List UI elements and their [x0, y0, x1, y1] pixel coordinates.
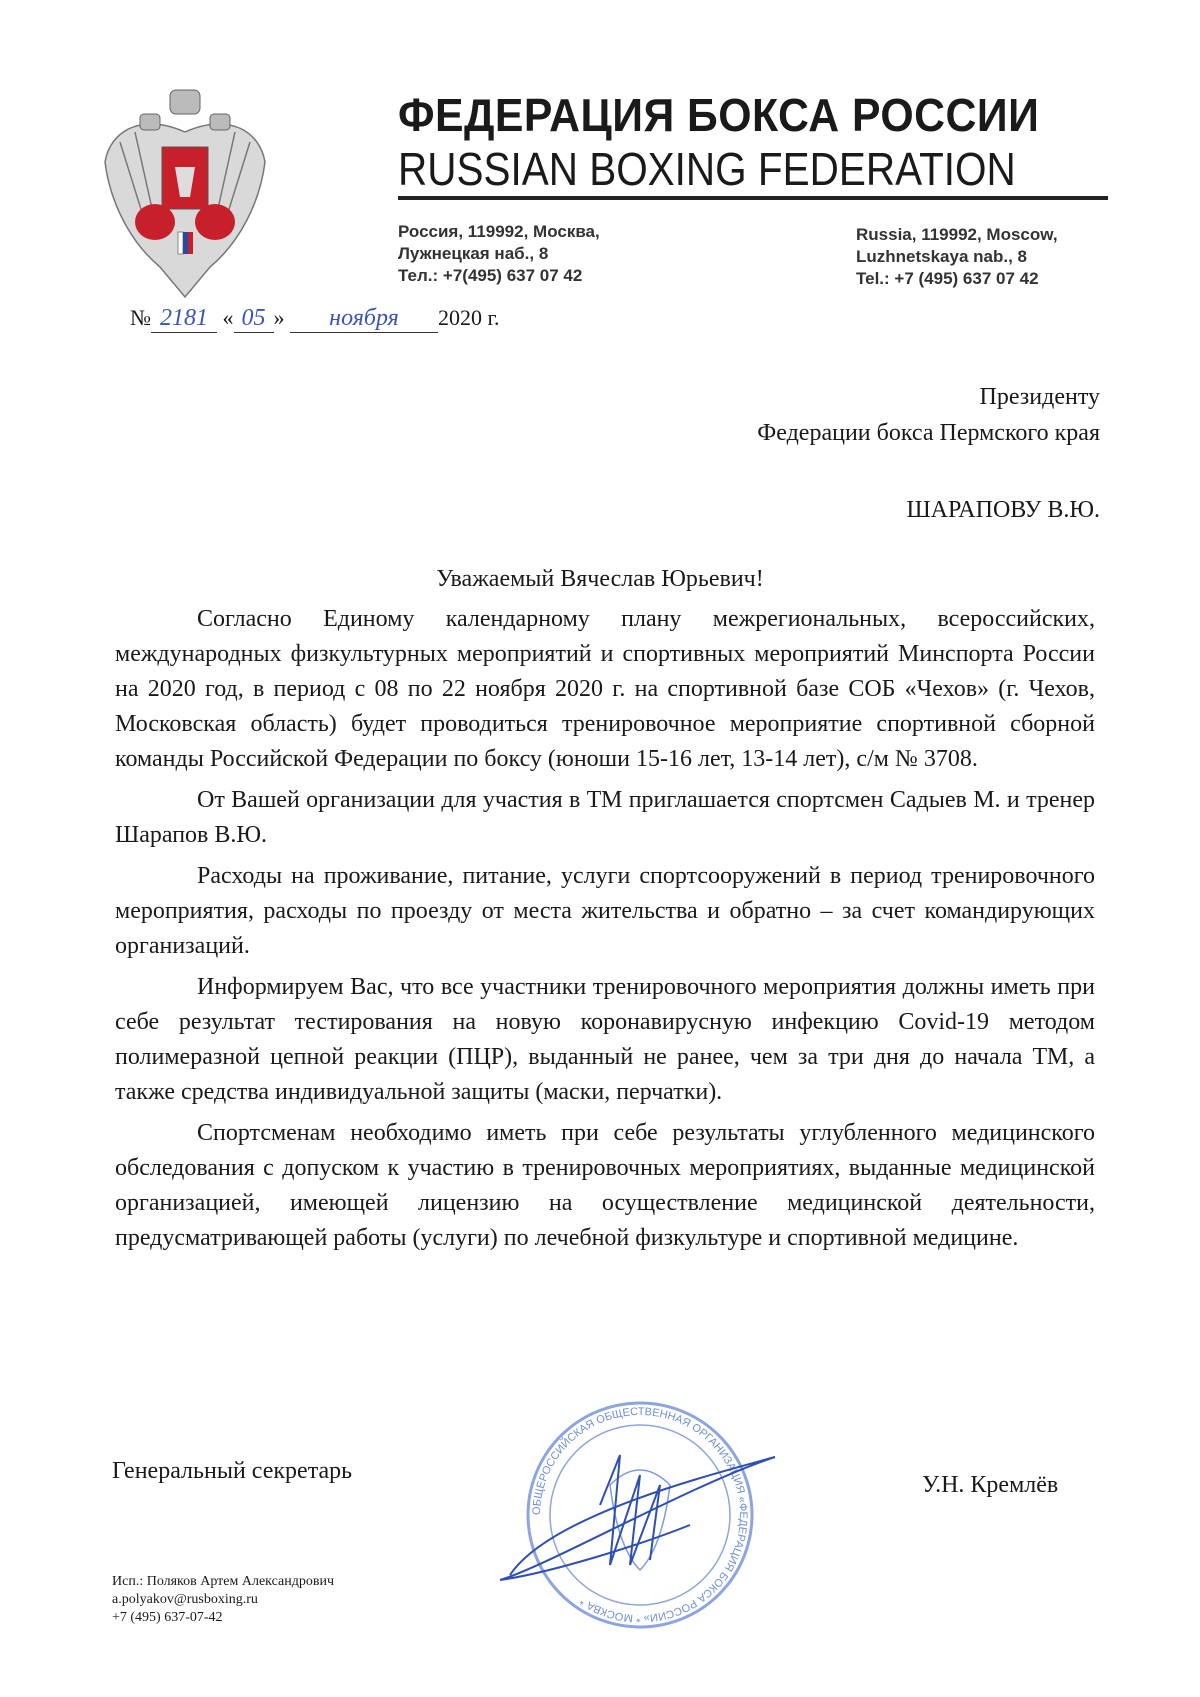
letter-body	[115, 602, 1095, 1262]
letterhead-divider	[398, 196, 1108, 200]
greeting: Уважаемый Вячеслав Юрьевич!	[436, 566, 764, 592]
executor-phone: +7 (495) 637-07-42	[112, 1610, 223, 1625]
paragraph: От Вашей организации для участия в ТМ приглашается спортсмен Садыев М. и тренер Шарапов В.Ю.	[115, 787, 1095, 848]
number-prefix: №	[130, 305, 151, 330]
letterhead-title-ru: ФЕДЕРАЦИЯ БОКСА РОССИИ	[398, 89, 1040, 141]
address-line: Россия, 119992, Москва,	[398, 222, 600, 241]
address-line: Тел.: +7(495) 637 07 42	[398, 266, 583, 285]
recipient-organization: Федерации бокса Пермского края	[757, 420, 1100, 446]
executor-email[interactable]: a.polyakov@rusboxing.ru	[112, 1592, 258, 1607]
reference-month: ноября	[290, 305, 438, 333]
official-stamp	[490, 1395, 790, 1635]
recipient-name: ШАРАПОВУ В.Ю.	[906, 497, 1100, 523]
letterhead-title-en: RUSSIAN BOXING FEDERATION	[398, 143, 1016, 195]
address-line: Russia, 119992, Moscow,	[856, 225, 1058, 244]
address-ru	[398, 221, 600, 287]
address-line: Tel.: +7 (495) 637 07 42	[856, 269, 1039, 288]
paragraph: Согласно Единому календарному плану межрегиональных, всероссийских, международных физкультурных мероприятий и спортивных мероприятий Минспорта России на 2020 год, в период с 08 по 22 ноября 2020 г. на спортивной базе СОБ «Чехов» (г. Чехов, Московская область) будет проводиться тренировочное мероприятие спортивной сборной команды Российской Федерации по боксу (юноши 15-16 лет, 13-14 лет), с/м № 3708.	[115, 606, 1095, 772]
signatory-name: У.Н. Кремлёв	[922, 1472, 1059, 1498]
reference-year: 2020 г.	[438, 305, 500, 330]
reference-line	[130, 305, 500, 333]
reference-number: 2181	[151, 305, 217, 333]
address-line: Лужнецкая наб., 8	[398, 244, 549, 263]
paragraph: Расходы на проживание, питание, услуги спортсооружений в период тренировочного мероприятия, расходы по проезду от места жительства и обратно – за счет командирующих организаций.	[115, 863, 1095, 959]
recipient-title: Президенту	[979, 384, 1100, 410]
paragraph: Спортсменам необходимо иметь при себе результаты углубленного медицинского обследования с допуском к участию в тренировочных мероприятиях, выданные медицинской организацией, имеющей лицензию на осуществление медицинской деятельности, предусматривающей работы (услуги) по лечебной физкультуре и спортивной медицине.	[115, 1120, 1095, 1251]
quote-open: «	[222, 305, 234, 330]
federation-emblem	[100, 72, 270, 302]
stamp-text: ОБЩЕРОССИЙСКАЯ ОБЩЕСТВЕННАЯ ОРГАНИЗАЦИЯ «ФЕДЕРАЦИЯ БОКСА РОССИИ» * МОСКВА *	[530, 1405, 750, 1625]
address-en	[856, 224, 1058, 290]
address-line: Luzhnetskaya nab., 8	[856, 247, 1027, 266]
executor-info	[112, 1573, 334, 1627]
signatory-position: Генеральный секретарь	[112, 1458, 353, 1484]
reference-day: 05	[234, 305, 274, 333]
quote-close: »	[273, 305, 285, 330]
paragraph: Информируем Вас, что все участники тренировочного мероприятия должны иметь при себе результат тестирования на новую коронавирусную инфекцию Covid-19 методом полимеразной цепной реакции (ПЦР), выданный не ранее, чем за три дня до начала ТМ, а также средства индивидуальной защиты (маски, перчатки).	[115, 974, 1095, 1105]
executor-name: Исп.: Поляков Артем Александрович	[112, 1574, 334, 1589]
